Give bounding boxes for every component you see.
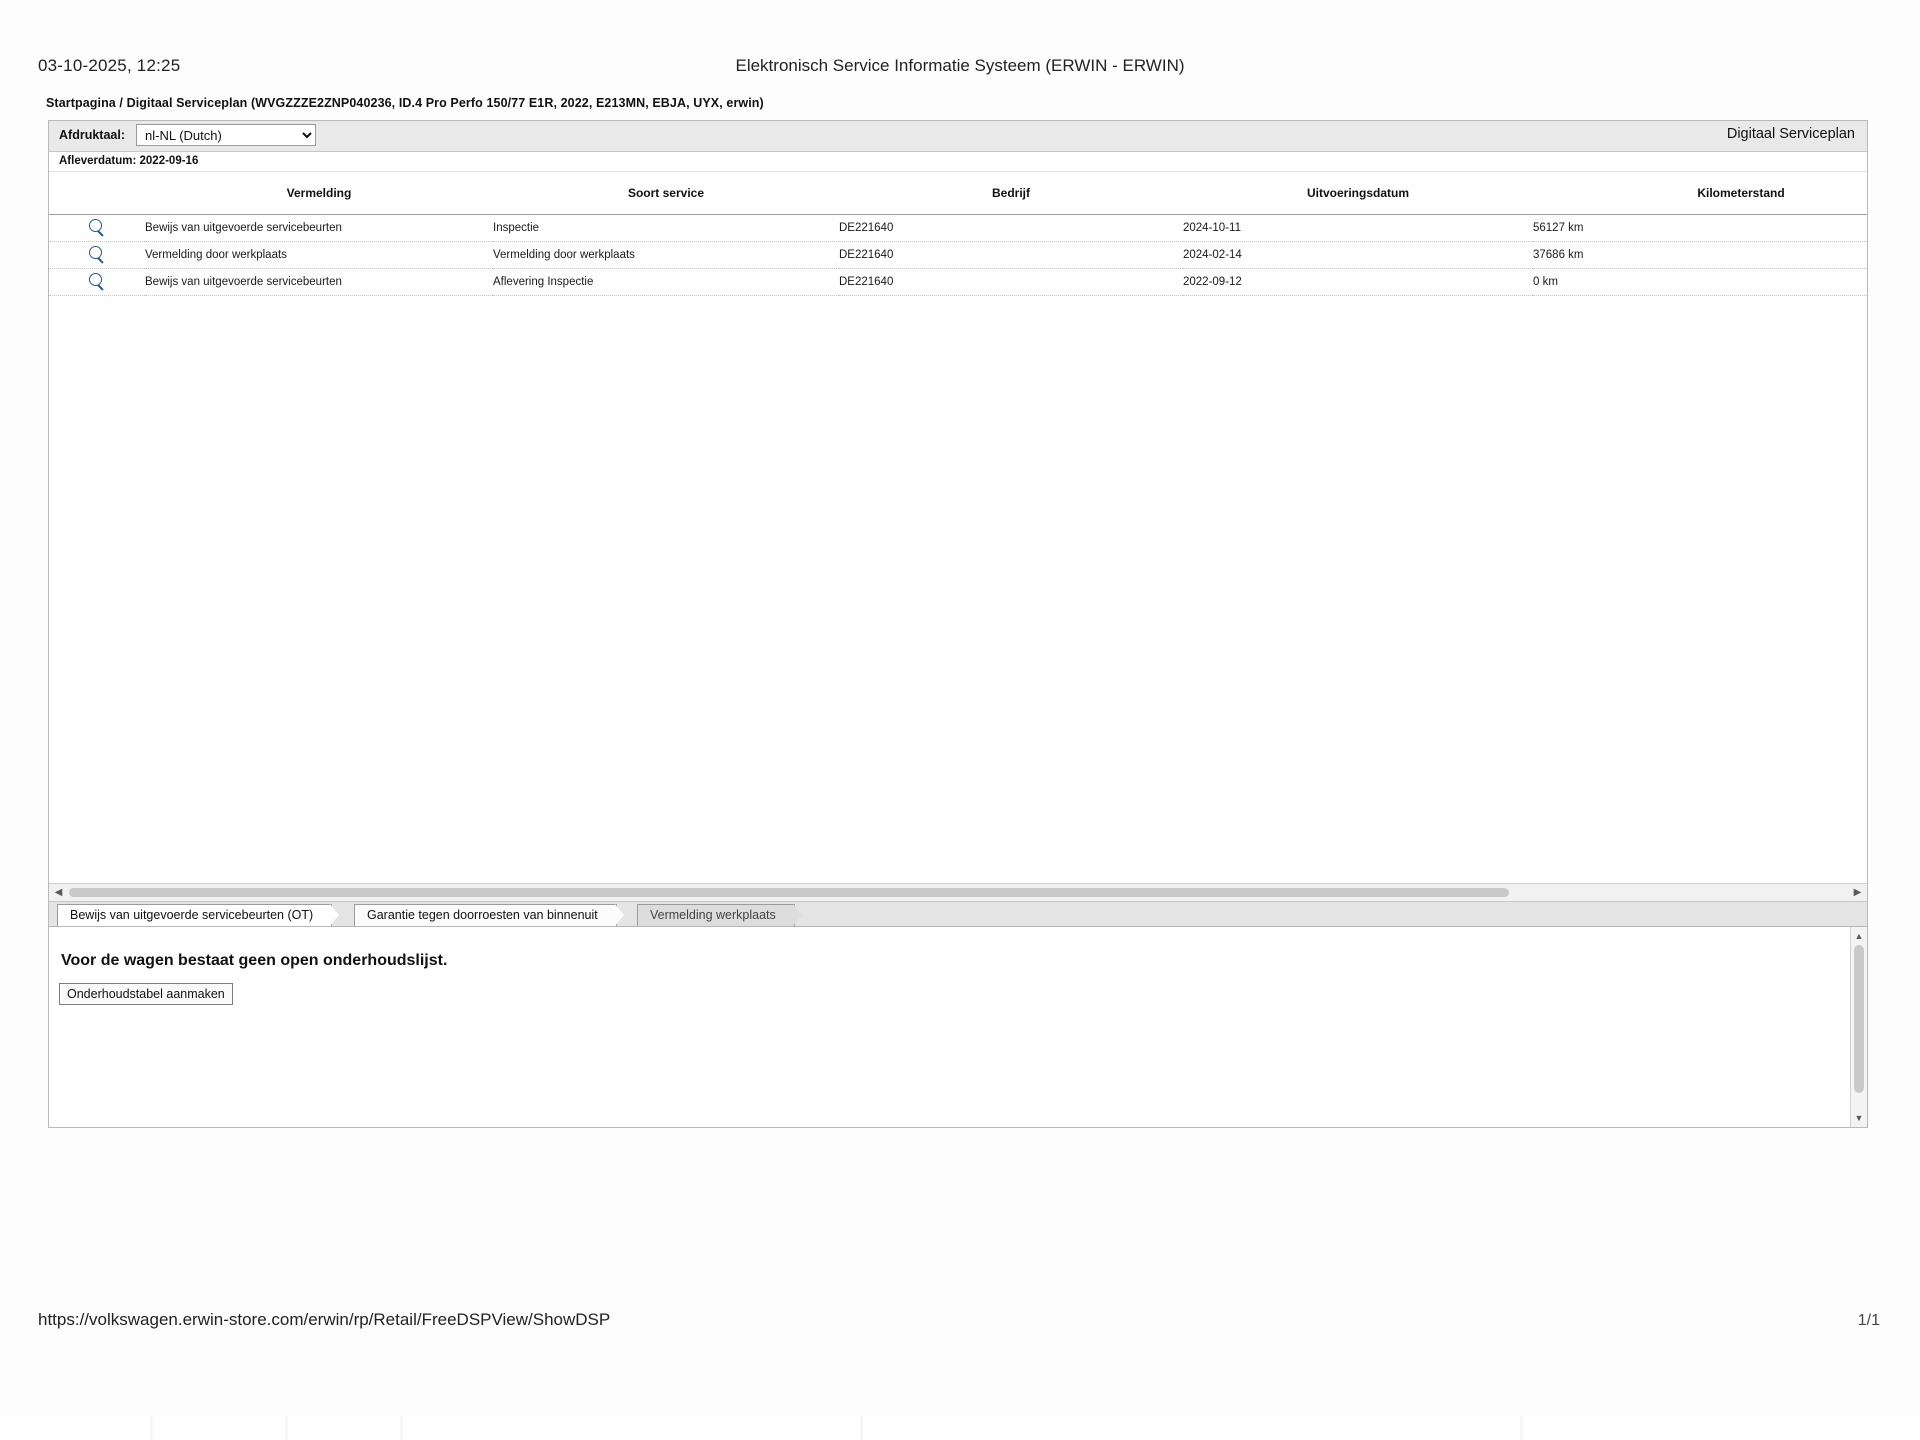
cell-bedrijf: DE221640: [839, 269, 1183, 296]
scroll-up-arrow-icon[interactable]: ▲: [1854, 931, 1864, 941]
cell-uitvoeringsdatum: 2024-02-14: [1183, 242, 1533, 269]
col-header-soort-service[interactable]: Soort service: [493, 172, 839, 215]
dsp-application-frame: [48, 120, 1868, 1128]
tab-garantie-doorroesten[interactable]: [354, 904, 617, 926]
col-header-uitvoeringsdatum[interactable]: Uitvoeringsdatum: [1183, 172, 1533, 215]
cell-vermelding: Vermelding door werkplaats: [145, 242, 493, 269]
horizontal-scrollbar[interactable]: [49, 883, 1867, 901]
print-datetime: 03-10-2025, 12:25: [38, 56, 181, 75]
horizontal-scroll-thumb[interactable]: [69, 888, 1509, 897]
cell-kilometerstand: 0 km: [1533, 269, 1867, 296]
delivery-date-label: Afleverdatum: 2022-09-16: [59, 155, 199, 167]
create-maintenance-table-button[interactable]: Onderhoudstabel aanmaken: [59, 983, 233, 1005]
vertical-scrollbar[interactable]: [1850, 927, 1867, 1127]
services-table: [49, 172, 1867, 296]
cell-uitvoeringsdatum: 2022-09-12: [1183, 269, 1533, 296]
table-row[interactable]: [49, 242, 1867, 269]
print-header: [0, 56, 1920, 78]
table-row[interactable]: [49, 269, 1867, 296]
cell-soort-service: Vermelding door werkplaats: [493, 242, 839, 269]
tab-vermelding-werkplaats[interactable]: [637, 904, 795, 926]
print-title: Elektronisch Service Informatie Systeem (ERWIN - ERWIN): [735, 56, 1185, 75]
print-language-select[interactable]: [136, 124, 316, 146]
tab-label: Bewijs van uitgevoerde servicebeurten (OT): [70, 908, 314, 922]
footer-page-number: 1/1: [1857, 1312, 1880, 1329]
tab-label: Vermelding werkplaats: [650, 908, 776, 922]
col-header-bedrijf[interactable]: Bedrijf: [839, 172, 1183, 215]
row-detail-cell[interactable]: [49, 242, 145, 269]
table-row[interactable]: [49, 215, 1867, 242]
panel-title: Digitaal Serviceplan: [1726, 126, 1855, 142]
cell-uitvoeringsdatum: 2024-10-11: [1183, 215, 1533, 242]
col-header-icon: [49, 172, 145, 215]
scroll-left-arrow-icon[interactable]: ◀: [54, 887, 63, 898]
cell-kilometerstand: 37686 km: [1533, 242, 1867, 269]
search-icon[interactable]: [87, 245, 107, 265]
row-detail-cell[interactable]: [49, 215, 145, 242]
scroll-right-arrow-icon[interactable]: ▶: [1853, 887, 1862, 898]
vertical-scroll-thumb[interactable]: [1854, 945, 1864, 1093]
cell-soort-service: Aflevering Inspectie: [493, 269, 839, 296]
breadcrumb: Startpagina / Digitaal Serviceplan (WVGZZZE2ZNP040236, ID.4 Pro Perfo 150/77 E1R, 2022, E213MN, EBJA, UYX, erwin): [46, 96, 764, 110]
toolbar: [49, 121, 1867, 152]
cell-kilometerstand: 56127 km: [1533, 215, 1867, 242]
tab-label: Garantie tegen doorroesten van binnenuit: [367, 908, 598, 922]
col-header-kilometerstand[interactable]: Kilometerstand: [1533, 172, 1867, 215]
cell-vermelding: Bewijs van uitgevoerde servicebeurten: [145, 269, 493, 296]
row-detail-cell[interactable]: [49, 269, 145, 296]
cell-vermelding: Bewijs van uitgevoerde servicebeurten: [145, 215, 493, 242]
tab-bewijs-servicebeurten[interactable]: [57, 904, 332, 926]
col-header-vermelding[interactable]: Vermelding: [145, 172, 493, 215]
search-icon[interactable]: [87, 272, 107, 292]
delivery-date-row: [49, 152, 1867, 172]
maintenance-panel: [49, 927, 1867, 1127]
search-icon[interactable]: [87, 218, 107, 238]
cell-soort-service: Inspectie: [493, 215, 839, 242]
services-grid: [49, 172, 1867, 883]
scan-artifact: [0, 1416, 1920, 1440]
scroll-down-arrow-icon[interactable]: ▼: [1854, 1113, 1864, 1123]
table-header-row: [49, 172, 1867, 215]
footer-url: https://volkswagen.erwin-store.com/erwin/rp/Retail/FreeDSPView/ShowDSP: [38, 1310, 611, 1329]
cell-bedrijf: DE221640: [839, 242, 1183, 269]
cell-bedrijf: DE221640: [839, 215, 1183, 242]
no-open-maintenance-message: Voor de wagen bestaat geen open onderhoudslijst.: [61, 952, 448, 969]
tab-strip: [49, 901, 1867, 927]
print-language-label: Afdruktaal:: [59, 128, 125, 142]
